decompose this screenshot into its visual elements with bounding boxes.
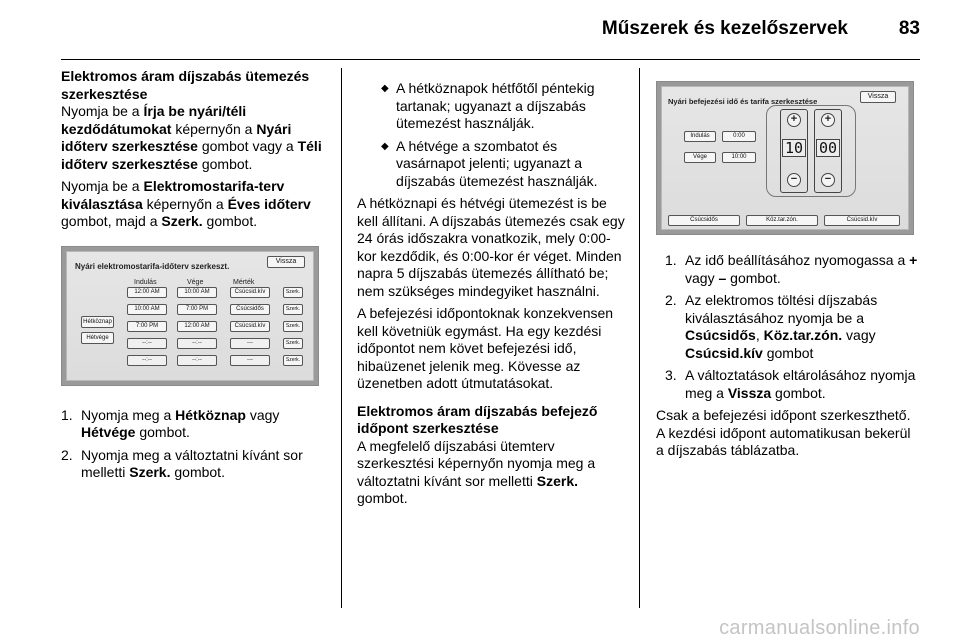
- row-4-rate[interactable]: ---: [230, 338, 270, 349]
- steps-list-2: [665, 252, 918, 402]
- text: gombot.: [197, 155, 253, 172]
- row-1-start[interactable]: 12:00 AM: [127, 287, 167, 298]
- text: gombot.: [135, 424, 190, 440]
- text: képernyőn a: [142, 195, 228, 212]
- row-5-rate[interactable]: ---: [230, 355, 270, 366]
- bold-term: Csúcsidős: [685, 327, 756, 343]
- bold-term: –: [718, 269, 727, 286]
- column-2: [357, 68, 625, 513]
- list-item: [665, 292, 918, 362]
- watermark: carmanualsonline.info: [719, 617, 920, 639]
- text: gombot, majd a: [61, 213, 162, 229]
- text: gombot: [762, 344, 814, 361]
- text: A megfelelő díjszabási ütemterv szerkesztési képernyőn nyomja meg a változtatni kívánt sor melletti: [357, 437, 596, 489]
- row-3-start[interactable]: 7:00 PM: [127, 321, 167, 332]
- weekday-button[interactable]: Hétköznap: [81, 316, 114, 328]
- row-1-edit-button[interactable]: Szerk.: [283, 287, 303, 298]
- column-divider-left: [341, 68, 342, 608]
- tariff-schedule-screen: [61, 246, 319, 386]
- row-5-edit-button[interactable]: Szerk.: [283, 355, 303, 366]
- page-header: [61, 14, 920, 44]
- column-3: [656, 68, 918, 465]
- text: vagy: [842, 327, 876, 343]
- minute-minus-icon[interactable]: −: [821, 173, 835, 187]
- text: gombot.: [202, 213, 258, 229]
- list-item: [357, 80, 625, 133]
- text: Nyomja meg a változtatni kívánt sor melletti: [81, 446, 303, 480]
- bullet-text: A hétvége a szombatot és vasárnapot jelenti; ugyanazt a díjszabás ütemezést használják.: [396, 137, 598, 189]
- step-number: 3.: [665, 367, 677, 383]
- text: Nyomja meg a: [81, 406, 176, 423]
- text: Nyomja be a: [61, 178, 144, 194]
- row-4-end[interactable]: --:--: [177, 338, 217, 349]
- bullet-list: [357, 80, 625, 190]
- step-number: 2.: [665, 292, 677, 308]
- bold-term: Hétvége: [81, 424, 136, 440]
- bold-term: Írja be nyári/téli kezdődátumokat: [61, 103, 247, 137]
- section-heading-schedule: Elektromos áram díjszabás ütemezés szerkesztése: [61, 68, 310, 102]
- row-2-rate[interactable]: Csúcsidős: [230, 304, 270, 315]
- row-2-end[interactable]: 7:00 PM: [177, 304, 217, 315]
- paragraph-1: [61, 103, 323, 173]
- bold-term: Szerk.: [129, 464, 171, 480]
- hour-display: 10: [782, 139, 806, 157]
- column-divider-right: [639, 68, 640, 608]
- end-label: Vége: [684, 152, 716, 163]
- mid-rate-button[interactable]: Köz.tar.zón.: [746, 215, 818, 226]
- text: gombot.: [170, 464, 225, 480]
- text: Az idő beállításához nyomogassa a: [685, 252, 910, 268]
- text: Nyomja be a: [61, 103, 144, 119]
- bold-term: Hétköznap: [175, 406, 246, 423]
- bold-term: Csúcsid.kív: [685, 344, 763, 361]
- row-1-rate[interactable]: Csúcsid.kív: [230, 287, 270, 298]
- row-4-edit-button[interactable]: Szerk.: [283, 338, 303, 349]
- text: vagy: [685, 269, 719, 286]
- start-label: Indulás: [684, 131, 716, 142]
- minute-display: 00: [816, 139, 840, 157]
- list-item: [61, 407, 323, 442]
- diamond-bullet-icon: ◆: [381, 83, 389, 94]
- list-item: [357, 138, 625, 191]
- column-header-start: Indulás: [134, 278, 157, 286]
- text: A változtatások eltárolásához nyomja meg a: [685, 367, 916, 401]
- bold-term: Nyári időterv szerkesztése: [61, 120, 292, 154]
- page-number: 83: [898, 18, 920, 39]
- bold-term: Éves időterv: [227, 195, 311, 212]
- text: gombot.: [357, 490, 408, 506]
- hour-plus-icon[interactable]: +: [787, 113, 801, 127]
- text: gombot.: [771, 384, 826, 401]
- bold-term: Vissza: [727, 384, 772, 401]
- text: gombot.: [726, 269, 781, 286]
- peak-rate-button[interactable]: Csúcsidős: [668, 215, 740, 226]
- page-title: Műszerek és kezelőszervek: [601, 18, 848, 39]
- step-number: 1.: [61, 406, 73, 423]
- adjust-outer-frame: [766, 105, 856, 197]
- text: gombot vagy a: [197, 138, 298, 154]
- text: ,: [755, 327, 764, 343]
- screen-display: [66, 251, 314, 381]
- bold-term: Elektromostarifa-terv kiválasztása: [61, 178, 285, 212]
- column-header-rate: Mérték: [233, 278, 255, 286]
- bold-term: Szerk.: [161, 213, 203, 229]
- paragraph-end-times: A befejezési időpontoknak konzekvensen kell követniük egymást. Ha egy kezdési időpontot nem követ befejezési idő, hibaüzenet jelenik meg. Kövesse az üzenetben adott útmutatásokat.: [357, 305, 614, 391]
- screen-title: Nyári befejezési idő és tarifa szerkesztése: [668, 97, 818, 106]
- row-2-edit-button[interactable]: Szerk.: [283, 304, 303, 315]
- screen-title: Nyári elektromostarifa-időterv szerkeszt.: [75, 261, 230, 271]
- paragraph-2: [61, 178, 323, 231]
- column-1: [61, 68, 323, 487]
- list-item: [61, 447, 323, 482]
- paragraph-note: Csak a befejezési időpont szerkeszthető. A kezdési időpont automatikusan bekerül a díjszabás táblázatba.: [656, 407, 911, 458]
- end-value: 10:00: [722, 152, 756, 163]
- text: Az elektromos töltési díjszabás kiválasztásához nyomja be a: [685, 292, 878, 326]
- bold-term: +: [909, 252, 918, 268]
- minute-plus-icon[interactable]: +: [821, 113, 835, 127]
- row-5-start[interactable]: --:--: [127, 355, 167, 366]
- offpeak-rate-button[interactable]: Csúcsid.kív: [824, 215, 900, 226]
- row-3-end[interactable]: 12:00 AM: [177, 321, 217, 332]
- header-rule: [61, 59, 920, 60]
- step-number: 1.: [665, 252, 677, 268]
- text: képernyőn a: [171, 120, 257, 137]
- row-1-end[interactable]: 10:00 AM: [177, 287, 217, 298]
- step-number: 2.: [61, 446, 73, 463]
- row-2-start[interactable]: 10:00 AM: [127, 304, 167, 315]
- row-4-start[interactable]: --:--: [127, 338, 167, 349]
- hour-minus-icon[interactable]: −: [787, 173, 801, 187]
- start-value: 0:00: [722, 131, 756, 142]
- bold-term: Szerk.: [536, 472, 578, 489]
- diamond-bullet-icon: ◆: [381, 140, 389, 152]
- bullet-text: A hétköznapok hétfőtől péntekig tartanak; ugyanazt a díjszabás ütemezést használják.: [396, 80, 595, 131]
- bold-term: Köz.tar.zón.: [763, 327, 843, 343]
- bold-term: Téli időterv szerkesztése: [61, 138, 322, 172]
- weekend-button[interactable]: Hétvége: [81, 332, 114, 344]
- screen-display: [661, 86, 909, 230]
- list-item: [665, 367, 918, 402]
- row-3-edit-button[interactable]: Szerk.: [283, 321, 303, 332]
- column-header-end: Vége: [187, 278, 204, 286]
- section-heading-end-time: Elektromos áram díjszabás befejező időpont szerkesztése: [357, 402, 598, 436]
- paragraph-edit: [357, 438, 625, 508]
- list-item: [665, 252, 918, 287]
- steps-list-1: [61, 407, 323, 482]
- end-time-edit-screen: [656, 81, 914, 235]
- back-button[interactable]: Vissza: [860, 91, 896, 103]
- row-5-end[interactable]: --:--: [177, 355, 217, 366]
- row-3-rate[interactable]: Csúcsid.kív: [230, 321, 270, 332]
- text: vagy: [245, 406, 280, 423]
- back-button[interactable]: Vissza: [267, 256, 305, 268]
- paragraph-schedule-info: A hétköznapi és hétvégi ütemezést is be kell állítani. A díjszabás ütemezés csak egy 24 órás időszakra vonatkozik, mely 0:00-kor kezdődik, és 0:00-kor ér véget. Minden napra 5 díjszabás ütemezés állítható be; nem szükséges mindegyiket használni.: [357, 195, 625, 299]
